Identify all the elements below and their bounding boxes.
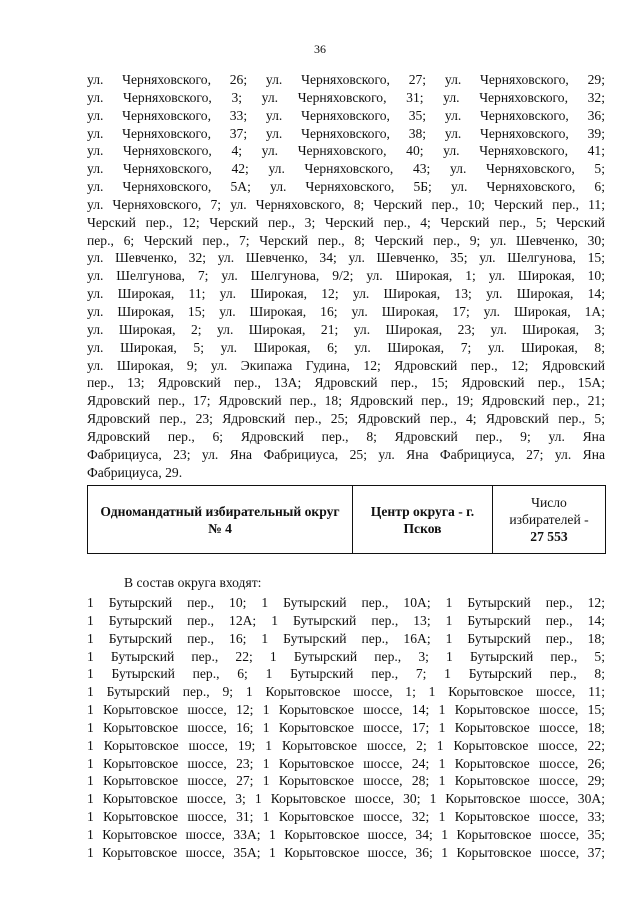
street-list-previous-district [87, 71, 605, 481]
text-line: Ядровский пер., 23; Ядровский пер., 25; Ядровский пер., 4; Ядровский пер., 5; [87, 411, 605, 427]
text-line: 1 Корытовское шоссе, 31; 1 Корытовское шоссе, 32; 1 Корытовское шоссе, 33; [87, 809, 605, 825]
district-center: Центр округа - г. Псков [370, 503, 475, 536]
district-intro: В состав округа входят: [124, 575, 262, 590]
text-line: пер., 13; Ядровский пер., 13А; Ядровский пер., 15; Ядровский пер., 15А; [87, 375, 605, 391]
text-line: ул. Шевченко, 32; ул. Шевченко, 34; ул. Шевченко, 35; ул. Шелгунова, 15; [87, 250, 605, 266]
district-name-cell [88, 486, 352, 553]
text-line: 1 Бутырский пер., 10; 1 Бутырский пер., 10А; 1 Бутырский пер., 12; [87, 595, 605, 610]
text-line: Фабрициуса, 23; ул. Яна Фабрициуса, 25; ул. Яна Фабрициуса, 27; ул. Яна [87, 446, 605, 462]
text-line: ул. Черняховского, 5А; ул. Черняховского, 5Б; ул. Черняховского, 6; [87, 179, 605, 195]
text-line: ул. Черняховского, 37; ул. Черняховского, 38; ул. Черняховского, 39; [87, 125, 605, 141]
text-line: ул. Черняховского, 26; ул. Черняховского, 27; ул. Черняховского, 29; [87, 72, 605, 87]
voters-count: 27 553 [530, 529, 568, 544]
text-line: 1 Корытовское шоссе, 3; 1 Корытовское шоссе, 30; 1 Корытовское шоссе, 30А; [87, 791, 605, 807]
text-line: ул. Черняховского, 4; ул. Черняховского, 40; ул. Черняховского, 41; [87, 143, 605, 159]
text-line: Черский пер., 12; Черский пер., 3; Черский пер., 4; Черский пер., 5; Черский [87, 214, 605, 230]
district-header-table [87, 485, 606, 554]
text-line: 1 Корытовское шоссе, 35А; 1 Корытовское шоссе, 36; 1 Корытовское шоссе, 37; [87, 844, 605, 860]
text-line: 1 Бутырский пер., 16; 1 Бутырский пер., 16А; 1 Бутырский пер., 18; [87, 630, 605, 646]
text-line: ул. Широкая, 9; ул. Экипажа Гудина, 12; Ядровский пер., 12; Ядровский [87, 357, 605, 373]
voters-cell [492, 486, 605, 553]
text-line: 1 Бутырский пер., 9; 1 Корытовское шоссе, 1; 1 Корытовское шоссе, 11; [87, 684, 605, 700]
text-line: Ядровский пер., 6; Ядровский пер., 8; Ядровский пер., 9; ул. Яна [87, 428, 605, 444]
text-line: ул. Шелгунова, 7; ул. Шелгунова, 9/2; ул. Широкая, 1; ул. Широкая, 10; [87, 268, 605, 284]
text-line: 1 Корытовское шоссе, 12; 1 Корытовское шоссе, 14; 1 Корытовское шоссе, 15; [87, 702, 605, 718]
text-line: Ядровский пер., 17; Ядровский пер., 18; Ядровский пер., 19; Ядровский пер., 21; [87, 393, 605, 409]
district-center-cell [352, 486, 492, 553]
text-line: ул. Широкая, 2; ул. Широкая, 21; ул. Широкая, 23; ул. Широкая, 3; [87, 321, 605, 337]
text-line: 1 Корытовское шоссе, 23; 1 Корытовское шоссе, 24; 1 Корытовское шоссе, 26; [87, 755, 605, 771]
text-line: ул. Широкая, 15; ул. Широкая, 16; ул. Широкая, 17; ул. Широкая, 1А; [87, 303, 605, 319]
text-line: ул. Черняховского, 42; ул. Черняховского, 43; ул. Черняховского, 5; [87, 161, 605, 177]
text-line: 1 Бутырский пер., 22; 1 Бутырский пер., 3; 1 Бутырский пер., 5; [87, 648, 605, 664]
text-line: 1 Корытовское шоссе, 16; 1 Корытовское шоссе, 17; 1 Корытовское шоссе, 18; [87, 719, 605, 735]
text-line: ул. Широкая, 11; ул. Широкая, 12; ул. Широкая, 13; ул. Широкая, 14; [87, 286, 605, 302]
text-line: 1 Бутырский пер., 12А; 1 Бутырский пер., 13; 1 Бутырский пер., 14; [87, 612, 605, 628]
text-line: 1 Корытовское шоссе, 27; 1 Корытовское шоссе, 28; 1 Корытовское шоссе, 29; [87, 773, 605, 789]
text-line: 1 Корытовское шоссе, 33А; 1 Корытовское шоссе, 34; 1 Корытовское шоссе, 35; [87, 826, 605, 842]
text-line: ул. Черняховского, 7; ул. Черняховского, 8; Черский пер., 10; Черский пер., 11; [87, 196, 605, 212]
voters-caption: Число избирателей - [509, 495, 589, 527]
text-line: пер., 6; Черский пер., 7; Черский пер., 8; Черский пер., 9; ул. Шевченко, 30; [87, 232, 605, 248]
text-line: 1 Бутырский пер., 6; 1 Бутырский пер., 7; 1 Бутырский пер., 8; [87, 666, 605, 682]
street-list-district-4 [87, 594, 605, 862]
text-line: ул. Широкая, 5; ул. Широкая, 6; ул. Широкая, 7; ул. Широкая, 8; [87, 339, 605, 355]
text-line: 1 Корытовское шоссе, 19; 1 Корытовское шоссе, 2; 1 Корытовское шоссе, 22; [87, 737, 605, 753]
page-number: 36 [314, 42, 326, 56]
text-line: ул. Черняховского, 3; ул. Черняховского, 31; ул. Черняховского, 32; [87, 89, 605, 105]
text-line: Фабрициуса, 29. [87, 464, 183, 480]
text-line: ул. Черняховского, 33; ул. Черняховского, 35; ул. Черняховского, 36; [87, 107, 605, 123]
district-name: Одномандатный избирательный округ № 4 [100, 503, 340, 536]
